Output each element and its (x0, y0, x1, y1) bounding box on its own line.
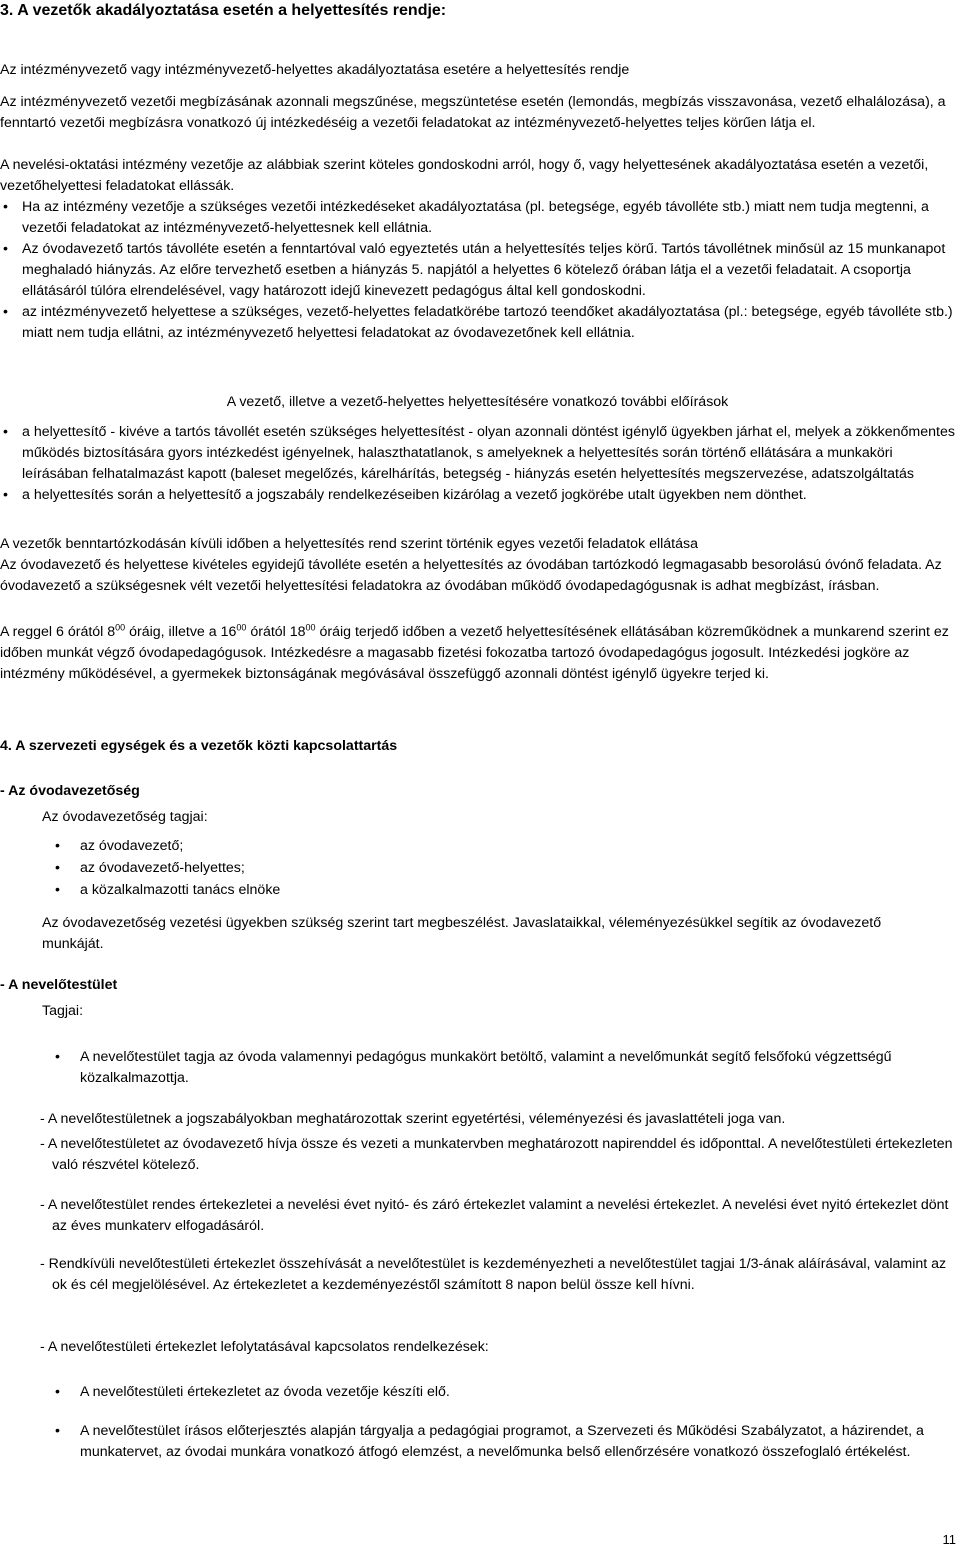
paragraph-5 (0, 622, 955, 685)
heading-text: - Az óvodavezetőség (0, 783, 140, 799)
dash-5 (0, 1337, 955, 1358)
paragraph-text: Az óvodavezetőség vezetési ügyekben szükség szerint tart megbeszélést. Javaslataikkal, véleményezésükkel segítik az óvodavezető munkáját. (42, 915, 882, 952)
dash-item: - A nevelőtestületnek a jogszabályokban meghatározottak szerint egyetértési, véleményezési és javaslattételi joga van. (40, 1111, 786, 1127)
nevelotestulet-bullets (0, 1382, 955, 1463)
paragraph-text: A reggel 6 órától $8^{00}$ óráig, illetve a $16^{00}$ órától $18^{00}$ óráig terjedő időben a vezető helyettesítésének ellátásában közreműködnek a munkarend szerint ez időben munkát végző óvodapedagógusok. Intézkedésre a magasabb fizetési fokozatba tartozó óvodapedagógus jogosult. Intézkedési jogköre az intézmény működésével, a gyermekek biztonságának megóvásával összefüggő azonnali döntést igénylő ügyekre terjed ki. (0, 622, 949, 682)
members-label: Tagjai: (42, 1003, 84, 1019)
page-number: 11 (942, 1532, 956, 1547)
dash-item: - A nevelőtestületet az óvodavezető hívja össze és vezeti a munkatervben meghatározott napirenddel és időponttal. A nevelőtestületi értekezleten való részvétel kötelező. (40, 1136, 953, 1173)
center-heading (0, 392, 955, 413)
nevelotestulet-heading (0, 975, 955, 996)
list-item: • A nevelőtestület tagja az óvoda valamennyi pedagógus munkakört betöltő, valamint a nevelőmunkát segítő felsőfokú végzettségű közalkalmazottja. (0, 1047, 955, 1089)
ovodavezetoseg-heading (0, 781, 955, 802)
heading-text: - A nevelőtestület (0, 977, 118, 993)
list-item: • Ha az intézmény vezetője a szükséges vezetői intézkedéseket akadályoztatása (pl. betegsége, egyéb távolléte stb.) miatt nem tudja megtenni, a vezetői feladatokat az intézményvezető-helyettesnek kell ellátnia. (0, 197, 955, 239)
dash-2 (0, 1134, 955, 1176)
section-4-title (0, 736, 955, 757)
dash-4 (0, 1254, 955, 1296)
paragraph-text: Az intézményvezető vezetői megbízásának azonnali megszűnése, megszüntetése esetén (lemondás, megbízás visszavonása, vezető elhalálozása), a fenntartó vezetői megbízásra vonatkozó új intézkedéséig a vezetői feladatokat az intézményvezető-helyettes teljes körűen látja el. (0, 94, 946, 131)
nevelotestulet-members-label (0, 1001, 955, 1022)
dash-3 (0, 1195, 955, 1237)
list-item: • a helyettesítő - kivéve a tartós távollét esetén szükséges helyettesítést - olyan azonnali döntést igénylő ügyekben járhat el, melyek a zökkenőmentes működés biztosítására gyors intézkedést igényelnek, halaszthatatlanok, s amelyeknek a helyettesítés során történő ellátására a munkaköri leírásában felhatalmazást kapott (baleset megelőzés, kárelhárítás, betegség - hiányzás esetén helyettesítés megszervezése, adatszolgáltatás (0, 422, 955, 485)
subtitle-text: Az intézményvezető vagy intézményvezető-helyettes akadályoztatása esetére a helyettesítés rendje (0, 62, 630, 78)
list-item: • a közalkalmazotti tanács elnöke (0, 880, 955, 901)
paragraph-text: A vezetők benntartózkodásán kívüli időben a helyettesítés rend szerint történik egyes vezetői feladatok ellátása (0, 536, 698, 552)
section-3-subtitle (0, 60, 955, 81)
section-3-title: 3. A vezetők akadályoztatása esetén a helyettesítés rendje: (0, 2, 447, 19)
nevelotestulet-member-bullet (0, 1047, 955, 1089)
list-item: • Az óvodavezető tartós távolléte esetén a fenntartóval való egyeztetés után a helyettesítés teljes körű. Tartós távollétnek minősül az 15 munkanapot meghaladó hiányzás. Az előre tervezhető esetben a hiányzás 5. napjától a helyettes 6 kötelező órában látja el a vezetői feladatait. A csoportja ellátásáról túlóra elrendelésével, vagy határozott idejű kinevezett pedagógus által kell gondoskodni. (0, 239, 955, 302)
list-item: • A nevelőtestület írásos előterjesztés alapján tárgyalja a pedagógiai programot, a Szervezeti és Működési Szabályzatot, a házirendet, a munkatervet, az óvodai munkára vonatkozó átfogó elemzést, a nevelőmunka belső ellenőrzésére vonatkozó összefoglaló értékelést. (0, 1421, 955, 1463)
paragraph-3 (0, 534, 955, 597)
heading-text: A vezető, illetve a vezető-helyettes helyettesítésére vonatkozó további előírások (226, 394, 729, 410)
paragraph-1 (0, 92, 955, 134)
dash-item: - A nevelőtestület rendes értekezletei a nevelési évet nyitó- és záró értekezlet valamint a nevelési értekezlet. A nevelési évet nyitó értekezlet dönt az éves munkaterv elfogadásáról. (40, 1197, 949, 1234)
members-label: Az óvodavezetőség tagjai: (42, 809, 208, 825)
heading-text: 4. A szervezeti egységek és a vezetők közti kapcsolattartás (0, 738, 398, 754)
paragraph-text: A nevelési-oktatási intézmény vezetője az alábbiak szerint köteles gondoskodni arról, hogy ő, vagy helyettesének akadályoztatása esetén a vezetői, vezetőhelyettesi feladatokat ellássák. (0, 157, 929, 194)
list-item: • az intézményvezető helyettese a szükséges, vezető-helyettes feladatkörébe tartozó teendőket akadályoztatása (pl.: betegsége, egyéb távolléte stb.) miatt nem tudja ellátni, az intézményvezető helyettesi feladatokat az óvodavezetőnek kell ellátnia. (0, 302, 955, 344)
list-item: • az óvodavezető; (0, 836, 955, 857)
bullet-list-1 (0, 197, 955, 344)
list-item: • az óvodavezető-helyettes; (0, 858, 955, 879)
dash-item: - A nevelőtestületi értekezlet lefolytatásával kapcsolatos rendelkezések: (40, 1339, 489, 1355)
list-item: • a helyettesítés során a helyettesítő a jogszabály rendelkezéseiben kizárólag a vezető jogkörébe utalt ügyekben nem dönthet. (0, 485, 955, 506)
ovodavezetoseg-text (0, 913, 942, 955)
dash-item: - Rendkívüli nevelőtestületi értekezlet összehívását a nevelőtestület is kezdeményezheti a nevelőtestület tagjai 1/3-ának aláírásával, valamint az ok és cél megjelölésével. Az értekezletet a kezdeményezéstől számított 8 napon belül össze kell hívni. (40, 1256, 947, 1293)
bullet-list-2 (0, 422, 955, 506)
paragraph-text: Az óvodavezető és helyettese kivételes egyidejű távolléte esetén a helyettesítés az óvodában tartózkodó legmagasabb besorolású óvónő feladata. Az óvodavezető a szükségesnek vélt vezetői helyettesítési feladatokra az óvodában működő óvodapedagógusnak is adhat megbízást, írásban. (0, 557, 942, 594)
ovodavezetoseg-members (0, 807, 955, 901)
dash-1 (0, 1109, 955, 1130)
paragraph-2 (0, 155, 955, 197)
list-item: • A nevelőtestületi értekezletet az óvoda vezetője készíti elő. (0, 1382, 955, 1403)
